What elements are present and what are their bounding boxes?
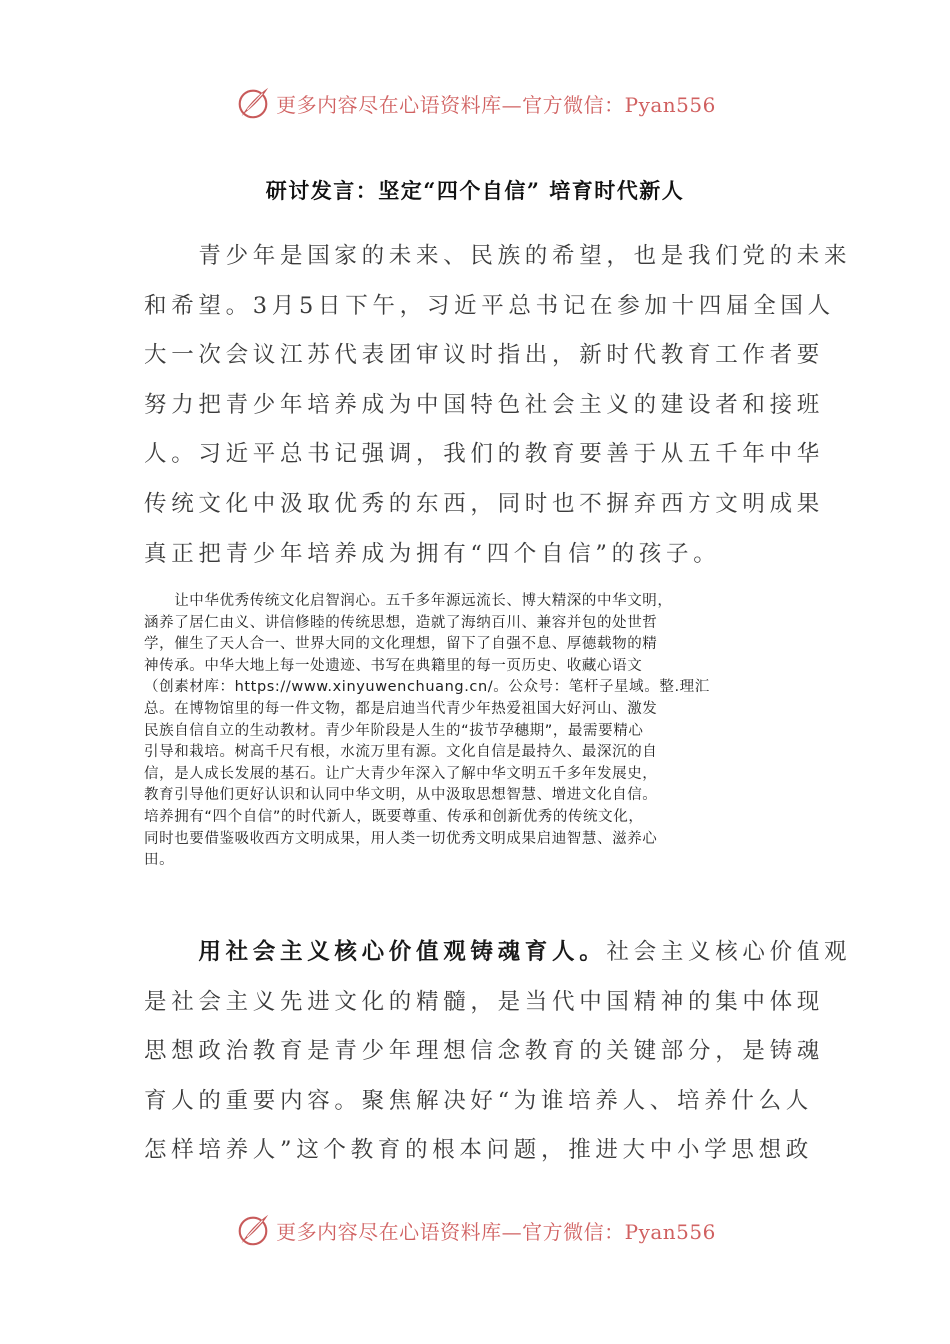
text-line: 信，是人成长发展的基石。让广大青少年深入了解中华文明五千多年发展史，: [144, 765, 658, 782]
text-line: 传统文化中汲取优秀的东西，同时也不摒弃西方文明成果: [144, 490, 825, 517]
text-line: 人。习近平总书记强调，我们的教育要善于从五千年中华: [144, 441, 825, 468]
text-line: 和希望。3月5日下午，习近平总书记在参加十四届全国人: [144, 292, 835, 319]
text-line: 田。: [144, 852, 175, 869]
text-line: 让中华优秀传统文化启智润心。五千多年源远流长、博大精深的中华文明，: [144, 593, 673, 609]
text-line: 真正把青少年培养成为拥有“四个自信”的孩子。: [144, 540, 721, 567]
quill-pen-logo-icon: [234, 84, 272, 122]
text-line: （创素材库：https://www.xinyuwenchuang.cn/。公众号：笔杆子星域。整.理汇: [144, 679, 710, 696]
text-line: 大一次会议江苏代表团审议时指出，新时代教育工作者要: [144, 342, 825, 369]
text-line: 同时也要借鉴吸收西方文明成果，用人类一切优秀文明成果启迪智慧、滋养心: [144, 830, 658, 847]
quill-pen-logo-icon: [234, 1211, 272, 1249]
text-line: 培养拥有“四个自信”的时代新人，既要尊重、传承和创新优秀的传统文化，: [144, 808, 644, 825]
page-title: 研讨发言：坚定“四个自信” 培育时代新人: [265, 178, 685, 203]
paragraph-culture: [144, 591, 814, 872]
watermark-text: 更多内容尽在心语资料库—官方微信：Pyan556: [276, 92, 716, 117]
text-line: 民族自信自立的生动教材。青少年阶段是人生的“拔节孕穗期”，最需要精心: [144, 722, 644, 739]
watermark-text: 更多内容尽在心语资料库—官方微信：Pyan556: [276, 1219, 716, 1244]
text-line: 育人的重要内容。聚焦解决好“为谁培养人、培养什么人: [144, 1087, 814, 1114]
text-line: 教育引导他们更好认识和认同中华文明，从中汲取思想智慧、增进文化自信。: [144, 787, 658, 804]
lead-rest: 社会主义核心价值观: [606, 939, 852, 965]
text-line: 引导和栽培。树高千尺有根，水流万里有源。文化自信是最持久、最深沉的自: [144, 744, 658, 761]
bold-heading: 用社会主义核心价值观铸魂育人。: [198, 939, 607, 965]
text-line: 是社会主义先进文化的精髓，是当代中国精神的集中体现: [144, 988, 825, 1015]
text-line: 思想政治教育是青少年理想信念教育的关键部分，是铸魂: [144, 1038, 825, 1065]
paragraph-core-values: [144, 928, 852, 1176]
text-line: 神传承。中华大地上每一处遗迹、书写在典籍里的每一页历史、收藏心语文: [144, 657, 643, 674]
watermark-banner-bottom: [0, 1210, 950, 1250]
text-line: 怎样培养人”这个教育的根本问题，推进大中小学思想政: [144, 1137, 814, 1164]
paragraph-intro: [144, 232, 852, 579]
text-line: 学，催生了天人合一、世界大同的文化理想，留下了自强不息、厚德载物的精: [144, 636, 658, 653]
text-line: 总。在博物馆里的每一件文物，都是启迪当代青少年热爱祖国大好河山、激发: [144, 700, 658, 717]
text-line: 涵养了居仁由义、讲信修睦的传统思想，造就了海纳百川、兼容并包的处世哲: [144, 614, 658, 631]
text-line: 青少年是国家的未来、民族的希望，也是我们党的未来: [144, 243, 852, 269]
text-line-lead: [144, 928, 852, 978]
text-line: 努力把青少年培养成为中国特色社会主义的建设者和接班: [144, 391, 825, 418]
watermark-banner-top: [0, 83, 950, 123]
